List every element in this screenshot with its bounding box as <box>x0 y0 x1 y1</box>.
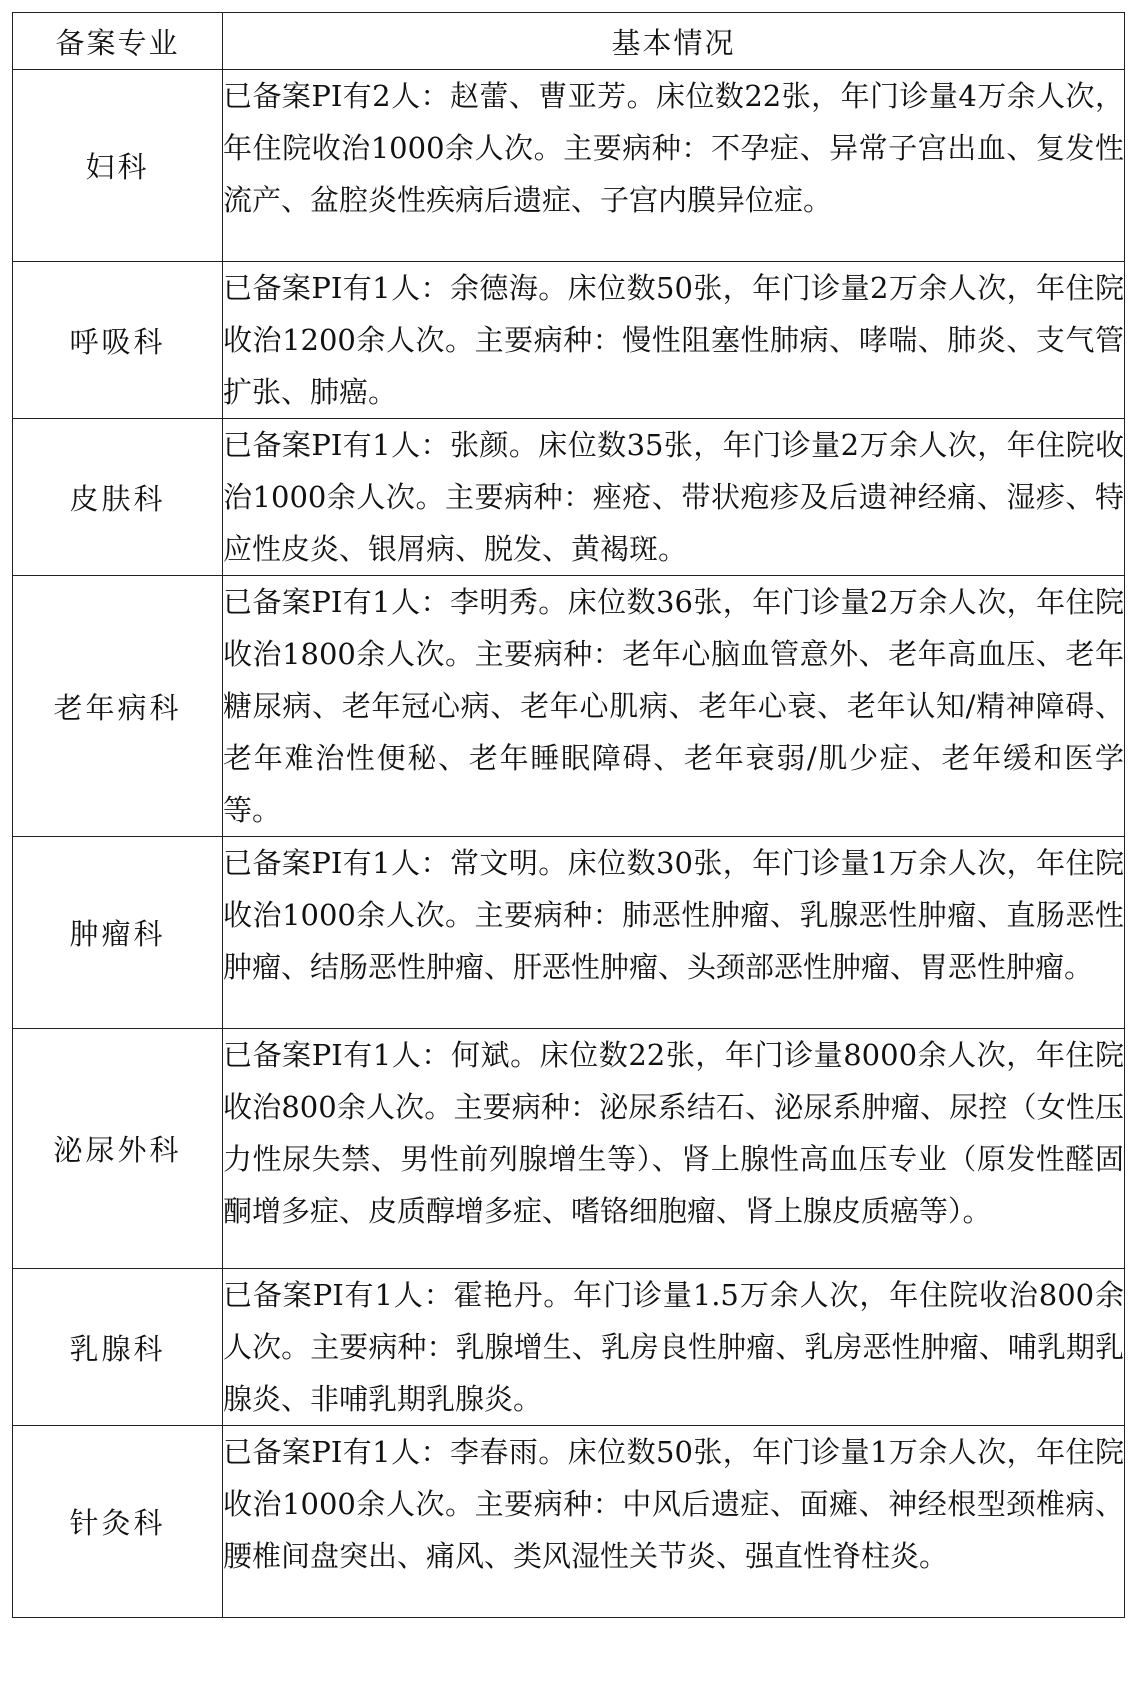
table-row <box>13 262 1125 419</box>
specialty-cell: 针灸科 <box>13 1426 223 1618</box>
table-row <box>13 1426 1125 1618</box>
description-cell: 已备案PI有2人：赵蕾、曹亚芳。床位数22张，年门诊量4万余人次，年住院收治1000余人次。主要病种：不孕症、异常子宫出血、复发性流产、盆腔炎性疾病后遗症、子宫内膜异位症。 <box>223 70 1125 262</box>
specialty-cell: 皮肤科 <box>13 419 223 576</box>
specialty-cell: 呼吸科 <box>13 262 223 419</box>
table-row <box>13 1029 1125 1269</box>
specialty-cell: 肿瘤科 <box>13 837 223 1029</box>
table-row <box>13 576 1125 837</box>
table-row <box>13 419 1125 576</box>
table-row <box>13 837 1125 1029</box>
table-row <box>13 70 1125 262</box>
header-row <box>13 13 1125 70</box>
specialty-cell: 乳腺科 <box>13 1269 223 1426</box>
description-cell: 已备案PI有1人：李明秀。床位数36张，年门诊量2万余人次，年住院收治1800余人次。主要病种：老年心脑血管意外、老年高血压、老年糖尿病、老年冠心病、老年心肌病、老年心衰、老年认知/精神障碍、老年难治性便秘、老年睡眠障碍、老年衰弱/肌少症、老年缓和医学等。 <box>223 576 1125 837</box>
description-cell: 已备案PI有1人：李春雨。床位数50张，年门诊量1万余人次，年住院收治1000余人次。主要病种：中风后遗症、面瘫、神经根型颈椎病、腰椎间盘突出、痛风、类风湿性关节炎、强直性脊柱炎。 <box>223 1426 1125 1618</box>
specialty-cell: 老年病科 <box>13 576 223 837</box>
specialty-cell: 妇科 <box>13 70 223 262</box>
description-cell: 已备案PI有1人：何斌。床位数22张，年门诊量8000余人次，年住院收治800余人次。主要病种：泌尿系结石、泌尿系肿瘤、尿控（女性压力性尿失禁、男性前列腺增生等）、肾上腺性高血压专业（原发性醛固酮增多症、皮质醇增多症、嗜铬细胞瘤、肾上腺皮质癌等）。 <box>223 1029 1125 1269</box>
specialty-table <box>12 12 1125 1618</box>
header-basic-info: 基本情况 <box>223 13 1125 70</box>
specialty-cell: 泌尿外科 <box>13 1029 223 1269</box>
description-cell: 已备案PI有1人：余德海。床位数50张，年门诊量2万余人次，年住院收治1200余人次。主要病种：慢性阻塞性肺病、哮喘、肺炎、支气管扩张、肺癌。 <box>223 262 1125 419</box>
description-cell: 已备案PI有1人：霍艳丹。年门诊量1.5万余人次，年住院收治800余人次。主要病种：乳腺增生、乳房良性肿瘤、乳房恶性肿瘤、哺乳期乳腺炎、非哺乳期乳腺炎。 <box>223 1269 1125 1426</box>
description-cell: 已备案PI有1人：常文明。床位数30张，年门诊量1万余人次，年住院收治1000余人次。主要病种：肺恶性肿瘤、乳腺恶性肿瘤、直肠恶性肿瘤、结肠恶性肿瘤、肝恶性肿瘤、头颈部恶性肿瘤、胃恶性肿瘤。 <box>223 837 1125 1029</box>
table-row <box>13 1269 1125 1426</box>
header-specialty: 备案专业 <box>13 13 223 70</box>
description-cell: 已备案PI有1人：张颜。床位数35张，年门诊量2万余人次，年住院收治1000余人次。主要病种：痤疮、带状疱疹及后遗神经痛、湿疹、特应性皮炎、银屑病、脱发、黄褐斑。 <box>223 419 1125 576</box>
